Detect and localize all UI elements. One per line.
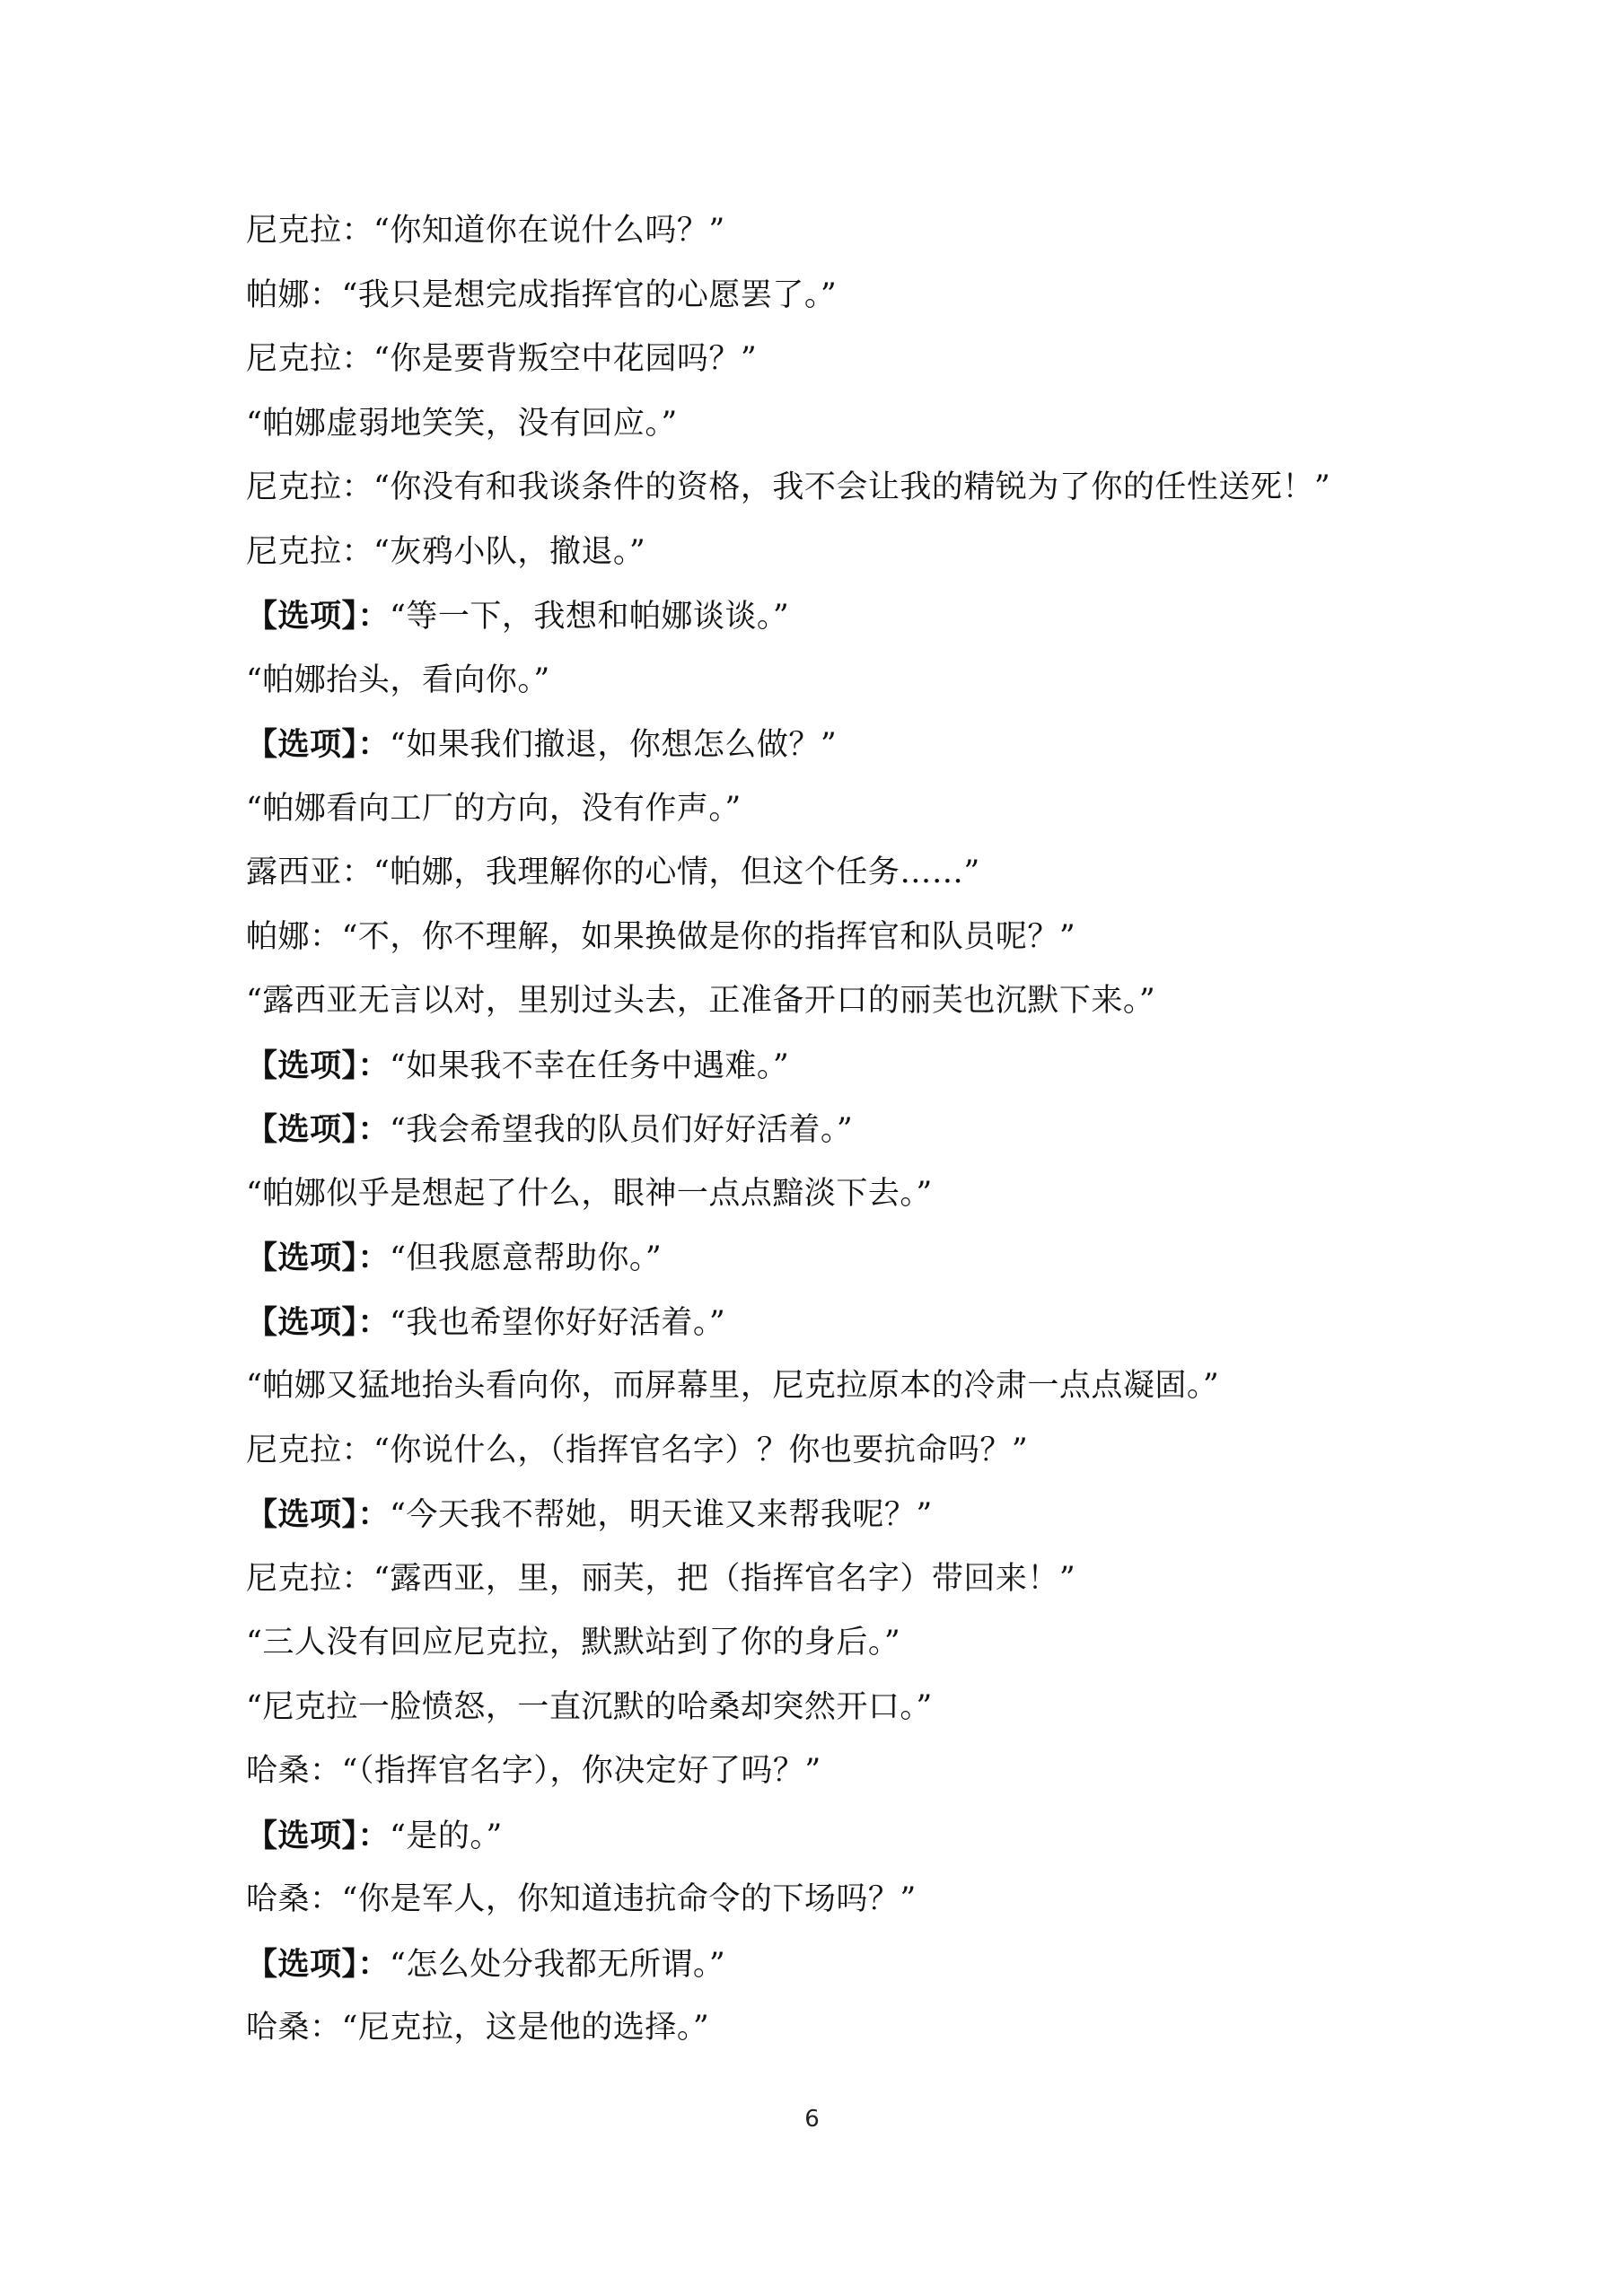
dialogue-text: “露西亚，里，丽芙，把（指挥官名字）带回来！” [373,1560,1076,1597]
option-text: “我会希望我的队员们好好活着。” [390,1112,854,1148]
option-label: 【选项】： [246,1496,391,1533]
speaker-label: 尼克拉： [246,1432,374,1468]
page-number: 6 [804,2106,820,2133]
dialogue-line [246,521,1449,585]
option-text: “是的。” [390,1818,503,1854]
narration-text: “帕娜虚弱地笑笑，没有回应。” [246,405,678,442]
option-text: “但我愿意帮助你。” [390,1240,663,1276]
dialogue-line [246,264,1449,329]
narration-line [246,1611,1449,1676]
dialogue-text: “你没有和我谈条件的资格，我不会让我的精锐为了你的任性送死！” [373,469,1331,505]
narration-line [246,1354,1449,1419]
option-label: 【选项】： [246,1303,391,1341]
dialogue-line [246,1740,1449,1804]
dialogue-text: “不，你不理解，如果换做是你的指挥官和队员呢？” [341,918,1076,955]
dialogue-text: “你是要背叛空中花园吗？” [373,341,758,377]
dialogue-line [246,456,1449,521]
option-line [246,1804,1449,1869]
narration-text: “三人没有回应尼克拉，默默站到了你的身后。” [246,1625,901,1661]
narration-text: “露西亚无言以对，里别过头去，正准备开口的丽芙也沉默下来。” [246,983,1156,1019]
option-line [246,1291,1449,1355]
option-line [246,1098,1449,1162]
dialogue-text: “尼克拉，这是他的选择。” [341,2010,710,2046]
dialogue-line [246,328,1449,392]
option-label: 【选项】： [246,1240,391,1276]
narration-text: “帕娜抬头，看向你。” [246,662,550,698]
dialogue-script [246,199,1449,2061]
speaker-label: 哈桑： [246,1753,342,1789]
dialogue-line [246,1547,1449,1612]
option-label: 【选项】： [246,1945,391,1983]
option-text: “怎么处分我都无所谓。” [390,1946,726,1983]
option-label: 【选项】： [246,726,391,763]
option-label: 【选项】： [246,1047,391,1084]
option-line [246,1226,1449,1291]
option-line [246,713,1449,777]
narration-line [246,777,1449,842]
dialogue-line [246,841,1449,906]
dialogue-line [246,1996,1449,2061]
narration-text: “尼克拉一脸愤怒，一直沉默的哈桑却突然开口。” [246,1688,933,1725]
dialogue-text: “灰鸦小队，撤退。” [373,533,646,570]
speaker-label: 哈桑： [246,1881,342,1917]
speaker-label: 帕娜： [246,276,342,313]
option-text: “如果我不幸在任务中遇难。” [390,1047,790,1084]
speaker-label: 尼克拉： [246,469,374,505]
dialogue-line [246,906,1449,970]
option-label: 【选项】： [246,598,391,635]
option-text: “今天我不帮她，明天谁又来帮我呢？” [390,1497,933,1533]
dialogue-line [246,1419,1449,1484]
narration-line [246,392,1449,457]
dialogue-line [246,199,1449,264]
option-label: 【选项】： [246,1817,391,1854]
speaker-label: 尼克拉： [246,1560,374,1597]
narration-line [246,1162,1449,1227]
dialogue-text: “你是军人，你知道违抗命令的下场吗？” [341,1881,917,1917]
narration-line [246,969,1449,1034]
dialogue-text: “我只是想完成指挥官的心愿罢了。” [341,276,838,313]
narration-text: “帕娜看向工厂的方向，没有作声。” [246,790,742,827]
speaker-label: 帕娜： [246,918,342,955]
speaker-label: 尼克拉： [246,341,374,377]
option-line [246,1483,1449,1547]
speaker-label: 尼克拉： [246,533,374,570]
option-text: “我也希望你好好活着。” [390,1304,726,1341]
speaker-label: 露西亚： [246,854,374,890]
option-line [246,1034,1449,1099]
narration-text: “帕娜似乎是想起了什么，眼神一点点黯淡下去。” [246,1175,933,1212]
option-line [246,1932,1449,1997]
dialogue-text: “（指挥官名字），你决定好了吗？” [341,1753,821,1789]
option-text: “等一下，我想和帕娜谈谈。” [390,599,790,635]
option-text: “如果我们撤退，你想怎么做？” [390,727,838,763]
dialogue-text: “你知道你在说什么吗？” [373,213,725,249]
dialogue-line [246,1868,1449,1932]
narration-text: “帕娜又猛地抬头看向你，而屏幕里，尼克拉原本的冷肃一点点凝固。” [246,1368,1220,1404]
narration-line [246,1676,1449,1740]
speaker-label: 哈桑： [246,2010,342,2046]
option-label: 【选项】： [246,1111,391,1148]
dialogue-text: “帕娜，我理解你的心情，但这个任务……” [373,854,980,890]
dialogue-text: “你说什么，（指挥官名字）？你也要抗命吗？” [373,1432,1029,1468]
speaker-label: 尼克拉： [246,213,374,249]
option-line [246,584,1449,649]
narration-line [246,649,1449,714]
